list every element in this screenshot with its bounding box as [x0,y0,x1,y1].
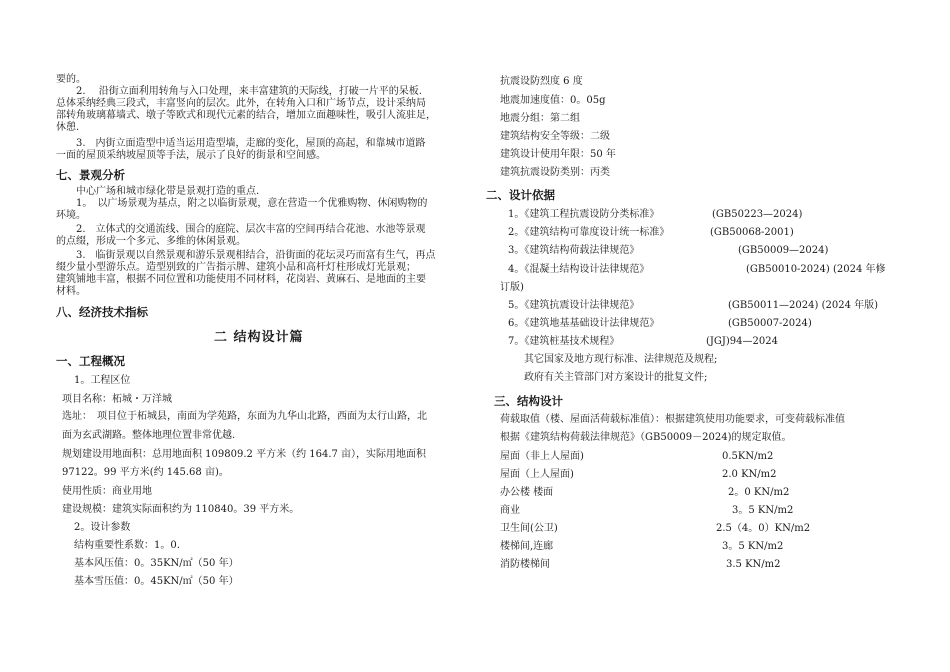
standard-code: (GB50011—2024) (2024 年版) [728,300,879,311]
load-name: 屋面（非上人屋面) [500,451,584,462]
load-name: 卫生间(公卫) [500,523,558,534]
standard-code: (GB50010-2024) (2024 年修 [746,264,886,275]
text-line: 97122。99 平方米(约 145.68 亩)。 [62,467,229,478]
param-line: 地震加速度值：0。05g [500,95,606,106]
text-line: 休憩. [56,122,80,133]
standard-name: 3。《建筑结构荷载法律规范》 [508,245,640,256]
text-line: 材料。 [56,286,86,297]
text-line: 总体采纳经典三段式，丰富竖向的层次。此外，在转角入口和广场节点，设计采纳局 [56,98,426,109]
standard-code: (JGJ)94—2024 [706,336,778,347]
param-line: 建筑抗震设防类别：丙类 [500,167,610,178]
subheading-design-params: 2。设计参数 [74,522,131,533]
section-heading-overview: 一、工程概况 [56,354,125,368]
paragraph-continuation: 要的。 [56,74,86,85]
standard-code: (GB50068-2001) [710,227,794,238]
param-line: 抗震设防烈度 6 度 [500,76,583,87]
text-line: 荷载取值（楼、屋面活荷载标准值）：根据建筑使用功能要求，可变荷载标准值 [500,414,845,425]
section-heading-structural-design: 三、结构设计 [494,394,563,408]
standard-name: 4。《混凝土结构设计法律规范》 [508,264,650,275]
section-heading-economics: 八、经济技术指标 [56,305,148,319]
text-line: 3. 临街景观以自然景观和游乐景观相结合，沿街面的花坛灵巧而富有生气，再点 [56,250,436,261]
load-value: 3.5 KN/m2 [726,559,781,570]
load-value: 0.5KN/m2 [722,451,774,462]
standard-name: 6。《建筑地基基础设计法律规范》 [508,318,660,329]
load-name: 消防楼梯间 [500,559,550,570]
standard-code-continuation: 订版) [500,282,524,293]
load-value: 2.0 KN/m2 [722,469,777,480]
text-line: 的点缀，形成一个多元、多维的休闲景观。 [56,236,246,247]
government-approvals: 政府有关主管部门对方案设计的批复文件; [524,372,708,383]
load-name: 办公楼 楼面 [500,487,554,498]
text-line: 缀少量小型游乐点。造型别致的广告指示牌、建筑小品和高杆灯柱形成灯光景观； [56,262,416,273]
standard-name: 1。《建筑工程抗震设防分类标准》 [508,209,660,220]
load-value: 3。5 KN/m2 [732,505,794,516]
load-value: 2.5（4。0）KN/m2 [716,523,811,534]
text-line: 根据《建筑结构荷载法律规范》（GB50009－2024)的规定取值。 [500,432,792,443]
landscape-intro: 中心广场和城市绿化带是景观打造的重点. [56,186,260,197]
param-line: 建筑设计使用年限：50 年 [500,149,616,160]
load-value: 2。0 KN/m2 [728,487,790,498]
building-scale: 建设规模：建筑实际面积约为 110840。39 平方米。 [62,504,300,515]
text-line: 选址： 项目位于柘城县，南面为学苑路，东面为九华山北路，西面为太行山路，北 [62,411,427,422]
part-title-structure: 二 结构设计篇 [214,330,304,345]
section-heading-design-basis: 二、设计依据 [486,188,555,202]
text-line: 2. 立体式的交通流线、围合的庭院、层次丰富的空间再结合花池、水池等景观 [56,224,426,235]
text-line: 环境。 [56,210,86,221]
load-name: 楼梯间,连廊 [500,541,554,552]
wind-pressure: 基本风压值：0。35KN/㎡（50 年） [74,558,239,569]
importance-factor: 结构重要性系数：1。0. [74,540,180,551]
standard-name: 7。《建筑桩基技术规程》 [508,336,620,347]
param-line: 地震分组：第二组 [500,113,580,124]
text-line: 规划建设用地面积：总用地面积 109809.2 平方米（约 164.7 亩），实际用地面积 [62,449,427,460]
standard-code: (GB50009—2024) [738,245,829,256]
land-use: 使用性质：商业用地 [62,486,152,497]
snow-pressure: 基本雪压值：0。45KN/㎡（50 年） [74,576,239,587]
load-name: 商业 [500,505,520,516]
standard-name: 2。《建筑结构可靠度设计统一标准》 [508,227,670,238]
text-line: 部转角玻璃幕墙式、墩子等欧式和现代元素的结合，增加立面趣味性，吸引人流驻足， [56,110,436,121]
text-line: 1。 以广场景观为基点，附之以临街景观，意在营造一个优雅购物、休闲购物的 [56,198,428,209]
section-heading-landscape: 七、景观分析 [56,168,125,182]
load-name: 屋面（上人屋面) [500,469,574,480]
other-standards: 其它国家及地方现行标准、法律规范及规程; [524,354,718,365]
standard-code: (GB50007-2024) [728,318,812,329]
text-line: 建筑铺地丰富，根据不同位置和功能使用不同材料，花岗岩、黄麻石、是地面的主要 [56,274,426,285]
load-value: 3。5 KN/m2 [722,541,784,552]
text-line: 面为玄武湖路。整体地理位置非常优越. [62,430,236,441]
text-line: 3. 内街立面造型中适当运用造型墙，走廊的变化，屋顶的高起，和靠城市道路 [56,138,426,149]
standard-code: (GB50223—2024) [712,209,803,220]
text-line: 一面的屋顶采纳坡屋顶等手法，展示了良好的街景和空间感。 [56,150,326,161]
text-line: 2. 沿街立面利用转角与入口处理，来丰富建筑的天际线，打破一片平的呆板. [56,86,422,97]
subheading-location: 1。工程区位 [74,375,131,386]
standard-name: 5。《建筑抗震设计法律规范》 [508,300,640,311]
project-name: 项目名称：柘城・万洋城 [62,394,172,405]
param-line: 建筑结构安全等级：二级 [500,131,610,142]
